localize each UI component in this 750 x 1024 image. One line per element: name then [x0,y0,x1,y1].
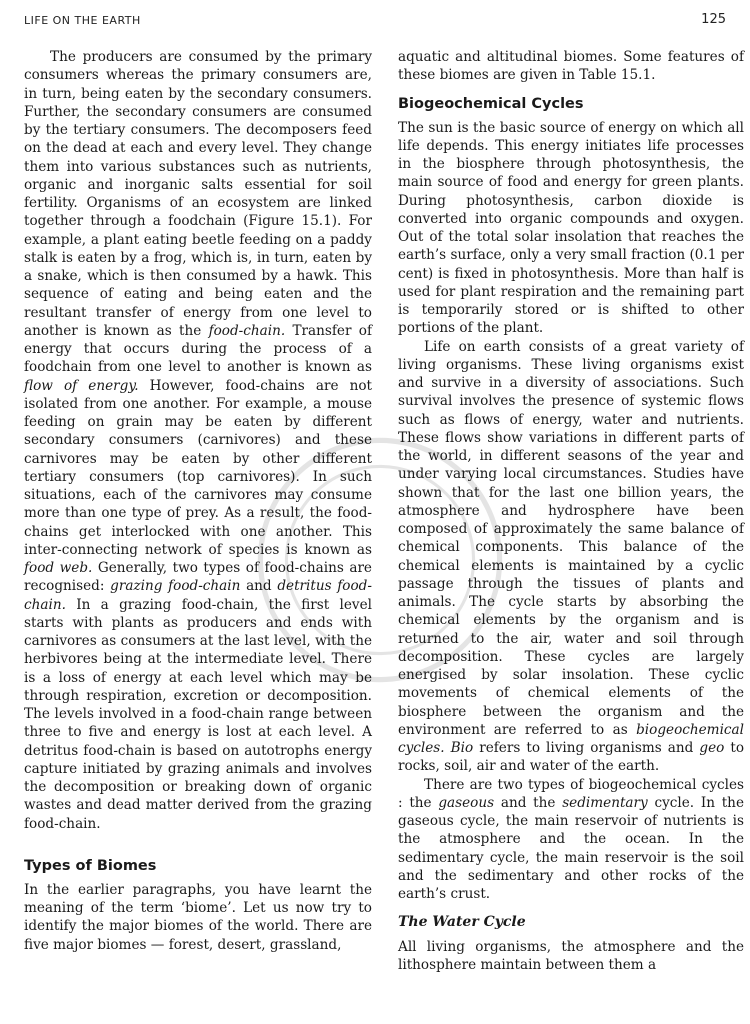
paragraph-food-chain: The producers are consumed by the primary consumers whereas the primary consumers are, in turn, being eaten by the secondary consumers. Further, the secondary consumers are consumed by the tertiary consumers. The decomposers feed on the dead at each and every level. They change them into various substances such as nutrients, organic and inorganic salts essential for soil fertility. Organisms of an ecosystem are linked together through a foodchain (Figure 15.1). For example, a plant eating beetle feeding on a paddy stalk is eaten by a frog, which is, in turn, eaten by a snake, which is then consumed by a hawk. This sequence of eating and being eaten and the resultant transfer of energy from one level to another is known as the food-chain. Transfer of energy that occurs during the process of a foodchain from one level to another is known as flow of energy. However, food-chains are not isolated from one another. For example, a mouse feeding on grain may be eaten by different secondary consumers (carnivores) and these carnivores may be eaten by other different tertiary consumers (top carnivores). In such situations, each of the carnivores may consume more than one type of prey. As a result, the food- chains get interlocked with one another. This inter-connecting network of species is known as food web. Generally, two types of food-chains are recognised: grazing food-chain and detritus food-chain. In a grazing food-chain, the first level starts with plants as producers and ends with carnivores as consumers at the last level, with the herbivores being at the intermediate level. There is a loss of energy at each level which may be through respiration, excretion or decomposition. The levels involved in a food-chain range between three to five and energy is lost at each level. A detritus food-chain is based on autotrophs energy capture initiated by grazing animals and involves the decomposition or breaking down of organic wastes and dead matter derived from the grazing food-chain. [24,49,372,832]
heading-biogeochemical-cycles: Biogeochemical Cycles [398,95,584,112]
paragraph-water-cycle: All living organisms, the atmosphere and the lithosphere maintain between them a [398,938,744,973]
paragraph-cycle-types: There are two types of biogeochemical cycles : the gaseous and the sedimentary cycle. In the gaseous cycle, the main reservoir of nutrients is the atmosphere and the ocean. In the sedimentary cycle, the main reservoir is the soil and the sedimentary and other rocks of the earth’s crust. [398,776,744,902]
paragraph-sun-energy: The sun is the basic source of energy on which all life depends. This energy initiates life processes in the biosphere through photosynthesis, the main source of food and energy for green plants. During photosynthesis, carbon dioxide is converted into organic compounds and oxygen. Out of the total solar insolation that reaches the earth’s surface, only a very small fraction (0.1 per cent) is fixed in photosynthesis. More than half is used for plant respiration and the remaining part is temporarily stored or is shifted to other portions of the plant. [398,119,744,337]
subheading-water-cycle: The Water Cycle [398,914,526,931]
heading-types-of-biomes: Types of Biomes [24,857,157,874]
page-number: 125 [701,12,726,27]
running-head: LIFE ON THE EARTH [24,14,141,27]
paragraph-life-on-earth: Life on earth consists of a great variety of living organisms. These living organisms exist and survive in a diversity of associations. Such survival involves the presence of systemic flows such as flows of energy, water and nutrients. These flows show variations in different parts of the world, in different seasons of the year and under varying local circumstances. Studies have shown that for the last one billion years, the atmosphere and hydrosphere have been composed of approximately the same balance of chemical components. This balance of the chemical elements is maintained by a cyclic passage through the tissues of plants and animals. The cycle starts by absorbing the chemical elements by the organism and is returned to the air, water and soil through decomposition. These cycles are largely energised by solar insolation. These cyclic movements of chemical elements of the biosphere between the organism and the environment are referred to as biogeochemical cycles. Bio refers to living organisms and geo to rocks, soil, air and water of the earth. [398,338,745,775]
paragraph-biomes: In the earlier paragraphs, you have learnt the meaning of the term ‘biome’. Let us now try to identify the major biomes of the world. There are five major biomes — forest, desert, grassland, [24,881,372,953]
paragraph-biomes-continued: aquatic and altitudinal biomes. Some features of these biomes are given in Table 15.1. [398,49,744,84]
right-column [398,48,744,974]
left-column [24,48,372,954]
